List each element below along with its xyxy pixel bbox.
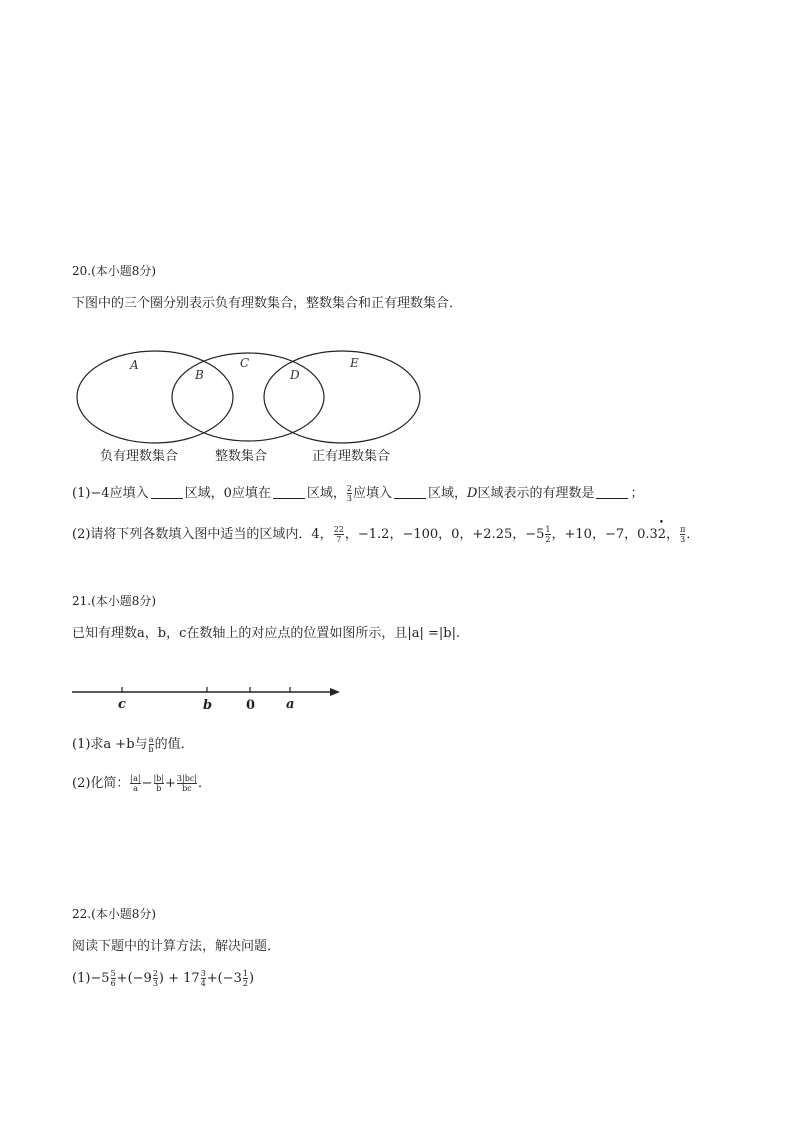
axis-label-c: c [118,697,126,712]
venn-region-b: B [195,368,204,382]
fraction-two-thirds: $\frac{2}{3}$ [346,484,352,503]
q22-expr-text-c: ) + 17 [158,971,200,986]
fraction-5-6: $\frac{5}{6}$ [110,969,116,988]
q21-part2 [72,772,211,793]
venn-label-integer: 整数集合 [215,449,268,464]
fraction-3abs-bc-over-bc: $\frac{3|bc|}{bc}$ [176,774,198,793]
answer-blank-4[interactable] [596,486,628,499]
q22-title: 22.(本小题8分) [72,907,157,921]
q20-p2-text-d: ， [666,527,680,542]
q22-expr-text-a: (1)−5 [72,971,110,986]
venn-region-c: C [240,356,250,370]
q21-p2-text-a: (2)化简： [72,776,130,791]
q20-p1-region-d: D [467,486,478,501]
q20-p1-text-d: 应填入 [352,486,392,501]
q20-p1-text-h: ； [630,486,644,501]
plus-sign: + [165,776,176,791]
q21-title: 21.(本小题8分) [72,594,157,608]
q20-p2-text-a: (2)请将下列各数填入图中适当的区域内．4， [72,527,333,542]
q20-p1-text-b: 区域，0应填在 [184,486,271,501]
number-line [72,680,347,715]
q20-intro: 下图中的三个圈分别表示负有理数集合，整数集合和正有理数集合． [72,296,463,311]
q20-p2-text-b: ，−1.2，−100，0，+2.25，−5 [344,527,545,542]
fraction-22-7: $\frac{22}{7}$ [333,525,344,544]
q22-expr-text-d: +(−3 [206,971,242,986]
q22-intro: 阅读下题中的计算方法，解决问题． [72,939,281,954]
answer-blank-1[interactable] [151,486,183,499]
q20-p1-text-c: 区域， [306,486,346,501]
q20-title: 20.(本小题8分) [72,264,157,278]
venn-label-negative: 负有理数集合 [100,449,179,464]
q21-p1-text-b: 的值． [154,737,194,752]
q20-part2 [72,523,699,544]
q20-part1 [72,482,643,503]
venn-circle-negative [77,351,233,443]
fraction-2-3: $\frac{2}{3}$ [152,969,158,988]
q21-part1 [72,733,194,754]
q22-expression [72,969,254,988]
fraction-1-2-b: $\frac{1}{2}$ [242,969,249,988]
q20-p2-text-e: ． [686,527,700,542]
venn-circle-positive [264,351,420,443]
fraction-abs-a-over-a: $\frac{|a|}{a}$ [130,774,141,793]
axis-label-b: b [203,698,213,713]
fraction-a-over-b: $\frac{a}{b}$ [148,735,154,754]
q20-p1-text-a: (1)−4应填入 [72,486,149,501]
answer-blank-2[interactable] [273,486,305,499]
q20-p1-text-e: 区域， [428,486,468,501]
axis-label-a: a [286,697,295,712]
venn-diagram [70,345,430,470]
venn-label-positive: 正有理数集合 [312,449,391,464]
fraction-abs-b-over-b: $\frac{|b|}{b}$ [153,774,165,793]
q20-p1-text-g: 区域表示的有理数是 [477,486,595,501]
q22-expr-text-b: +(−9 [116,971,152,986]
venn-region-d: D [290,368,300,382]
venn-region-a: A [130,358,139,372]
repeating-digit: • 2 [658,527,666,542]
q21-p1-text-a: (1)求a +b与 [72,737,148,752]
q20-p2-text-c: ，+10，−7，0.3 [551,527,658,542]
fraction-pi-3: $\frac{\pi}{3}$ [680,525,686,544]
fraction-3-4: $\frac{3}{4}$ [200,969,206,988]
q22-expr-text-e: ) [249,971,255,986]
fraction-1-2: $\frac{1}{2}$ [545,525,551,544]
q21-p2-text-e: ． [198,776,212,791]
axis-label-zero: 0 [246,698,256,713]
venn-region-e: E [350,356,359,370]
answer-blank-3[interactable] [394,486,426,499]
minus-sign: − [141,776,153,791]
q21-intro: 已知有理数a，b，c在数轴上的对应点的位置如图所示，且|a| =|b|. [72,626,461,641]
